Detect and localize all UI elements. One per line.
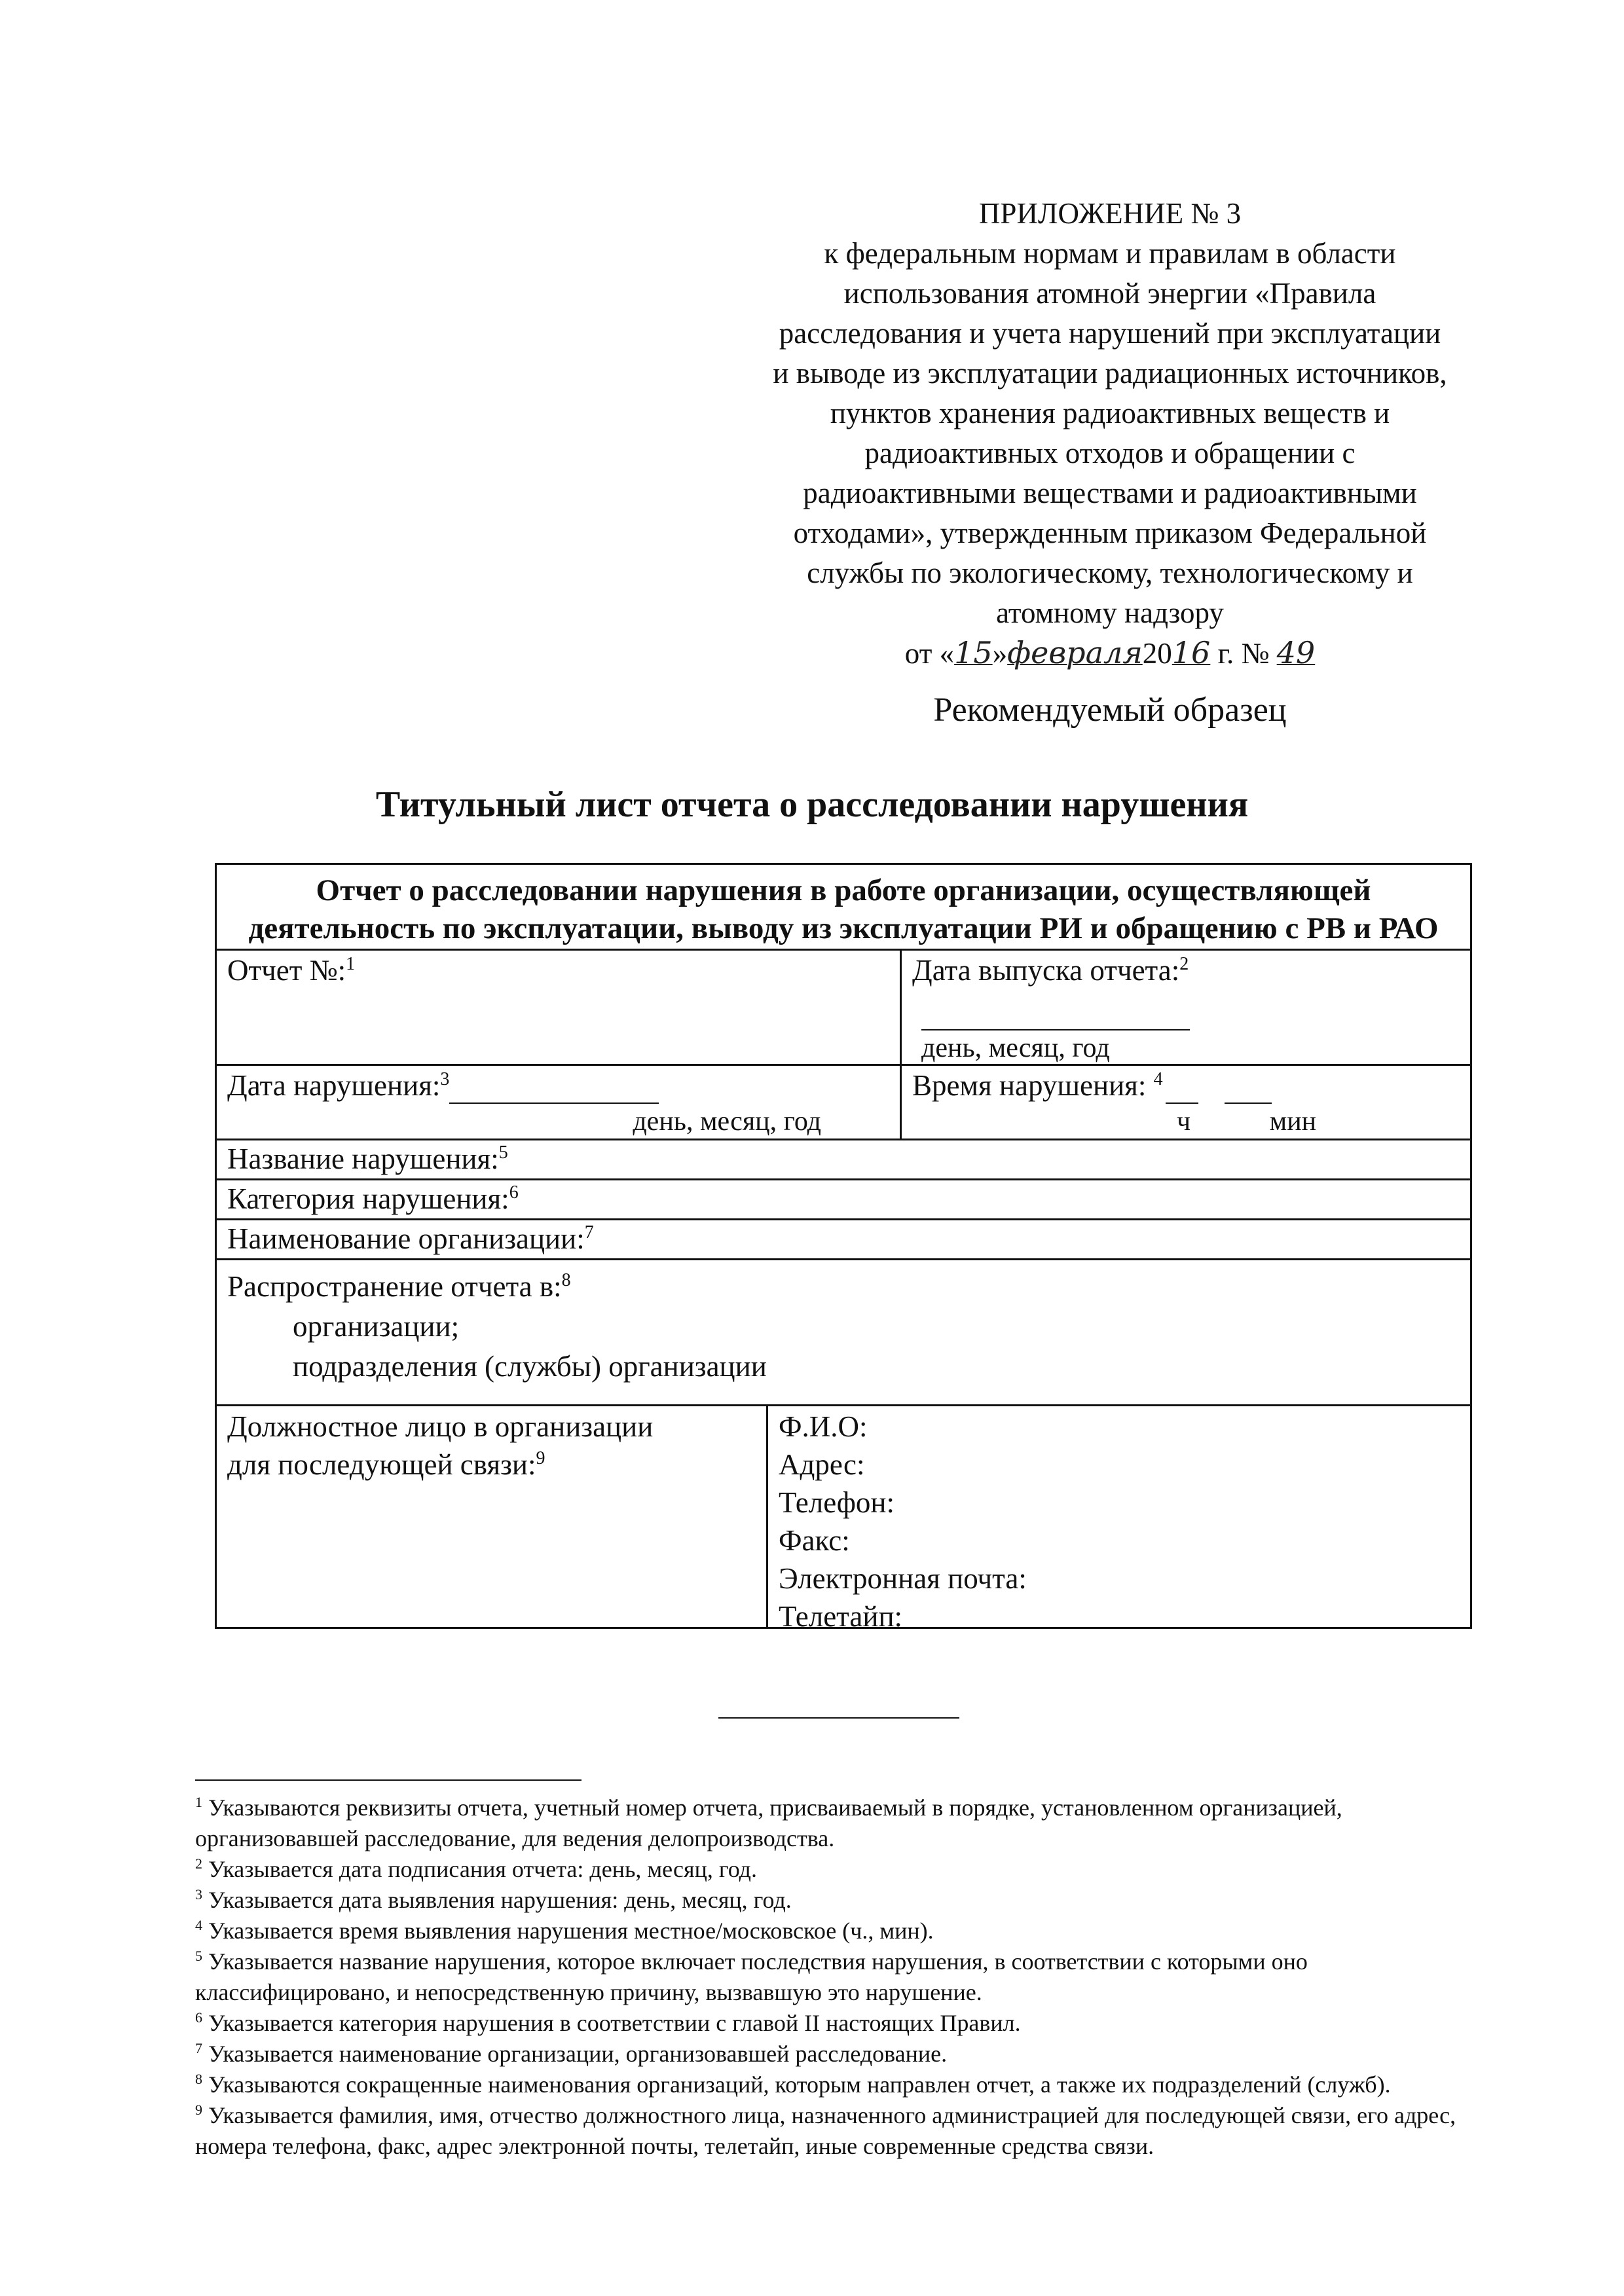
form-header: Отчет о расследовании нарушения в работе организации, осуществляющей деятельность по эксплуатации, выводу из эксплуатации РИ и обращению с РВ и РАО <box>248 873 1439 945</box>
report-number-row <box>217 949 1470 1064</box>
footnote-number: 6 <box>195 2009 202 2026</box>
footnote-text: Указываются сокращенные наименования организаций, которым направлен отчет, а также их подразделений (служб). <box>202 2071 1391 2098</box>
order-date-line <box>727 633 1493 674</box>
appendix-line: к федеральным нормам и правилам в области <box>824 237 1396 270</box>
sample-label: Рекомендуемый образец <box>933 691 1287 729</box>
appendix-line: расследования и учета нарушений при эксплуатации <box>779 317 1441 350</box>
footnote-ref: 6 <box>509 1182 519 1203</box>
order-month-handwritten: февраля <box>1007 635 1143 670</box>
contact-field-teletype: Телетайп: <box>779 1600 903 1633</box>
violation-category-row <box>217 1178 1470 1218</box>
appendix-line: отходами», утвержденным приказом Федеральной <box>793 517 1427 549</box>
footnote-text: Указывается дата выявления нарушения: день, месяц, год. <box>202 1887 792 1913</box>
order-year-handwritten: 16 <box>1172 635 1211 670</box>
violation-time-cell <box>902 1066 1470 1139</box>
organization-name-row <box>217 1218 1470 1258</box>
footnote-number: 9 <box>195 2102 202 2118</box>
footnote-number: 4 <box>195 1917 202 1933</box>
order-quote-close: » <box>992 637 1008 670</box>
form-header-row <box>217 865 1470 949</box>
appendix-line: радиоактивными веществами и радиоактивными <box>803 477 1417 509</box>
organization-name-label: Наименование организации: <box>227 1222 585 1255</box>
issue-date-cell <box>902 951 1470 1064</box>
footnote <box>195 2008 1492 2039</box>
footnote-text: Указывается категория нарушения в соответствии с главой II настоящих Правил. <box>202 2010 1021 2036</box>
footnote-number: 7 <box>195 2040 202 2056</box>
hours-unit: ч <box>1177 1106 1191 1137</box>
footnote-text: Указывается дата подписания отчета: день, месяц, год. <box>202 1856 758 1882</box>
footnote-number: 5 <box>195 1948 202 1964</box>
appendix-line: использования атомной энергии «Правила <box>843 277 1376 310</box>
violation-date-blank-line <box>449 1068 659 1104</box>
document-title: Титульный лист отчета о расследовании нарушения <box>375 784 1249 825</box>
distribution-item: организации; <box>293 1310 460 1343</box>
contact-label-line: Должностное лицо в организации <box>227 1410 654 1443</box>
footnote-rule <box>195 1779 581 1781</box>
distribution-row <box>217 1258 1470 1404</box>
distribution-item: подразделения (службы) организации <box>293 1350 767 1383</box>
footnote <box>195 2100 1492 2162</box>
violation-time-label: Время нарушения: <box>912 1069 1154 1102</box>
violation-date-label: Дата нарушения: <box>227 1069 441 1102</box>
hours-blank-line <box>1166 1068 1198 1104</box>
footnote-ref: 8 <box>561 1270 571 1290</box>
contact-row <box>217 1404 1470 1633</box>
appendix-line: радиоактивных отходов и обращении с <box>864 437 1356 469</box>
time-units <box>1177 1106 1316 1137</box>
appendix-line: атомному надзору <box>996 596 1224 629</box>
footnote <box>195 2069 1492 2100</box>
violation-category-cell <box>217 1180 529 1218</box>
footnote <box>195 2039 1492 2069</box>
appendix-block <box>727 194 1493 674</box>
separator-rule <box>718 1717 959 1719</box>
minutes-unit: мин <box>1269 1106 1317 1137</box>
order-prefix: от « <box>904 637 955 670</box>
report-title-form <box>215 863 1472 1633</box>
footnote <box>195 1946 1492 2008</box>
footnote-text: Указывается название нарушения, которое включает последствия нарушения, в соответствии с которыми оно классифицировано, и непосредственную причину, вызвавшую это нарушение. <box>195 1948 1308 2005</box>
distribution-label: Распространение отчета в: <box>227 1270 562 1303</box>
footnotes <box>195 1793 1492 2162</box>
footnote-number: 1 <box>195 1794 202 1810</box>
footnote-ref: 9 <box>536 1448 545 1468</box>
footnote-ref: 2 <box>1179 954 1189 974</box>
distribution-cell <box>217 1260 1470 1404</box>
organization-name-cell <box>217 1220 604 1258</box>
footnote <box>195 1854 1492 1885</box>
order-year-prefix: 20 <box>1142 637 1172 670</box>
contact-fields-cell <box>768 1406 1470 1633</box>
issue-date-label: Дата выпуска отчета: <box>912 954 1180 987</box>
footnote-text: Указываются реквизиты отчета, учетный номер отчета, присваиваемый в порядке, установленном организацией, организовавшей расследование, для ведения делопроизводства. <box>195 1795 1342 1851</box>
violation-name-row <box>217 1139 1470 1178</box>
footnote-ref: 4 <box>1153 1069 1163 1089</box>
report-number-cell <box>217 951 902 1064</box>
contact-field-address: Адрес: <box>779 1448 865 1481</box>
footnote-number: 3 <box>195 1886 202 1903</box>
footnote-ref: 3 <box>440 1069 450 1089</box>
issue-date-blank-line <box>921 1029 1190 1030</box>
report-number-label: Отчет №: <box>227 954 346 987</box>
contact-field-fio: Ф.И.О: <box>779 1410 868 1443</box>
footnote-number: 2 <box>195 1855 202 1872</box>
violation-date-time-row <box>217 1064 1470 1139</box>
footnote <box>195 1793 1492 1854</box>
appendix-line: и выводе из эксплуатации радиационных источников, <box>773 357 1447 390</box>
contact-official-cell <box>217 1406 768 1627</box>
appendix-heading: ПРИЛОЖЕНИЕ № 3 <box>978 197 1242 230</box>
footnote-ref: 5 <box>498 1142 508 1163</box>
violation-name-label: Название нарушения: <box>227 1142 499 1175</box>
appendix-line: пунктов хранения радиоактивных веществ и <box>830 397 1390 429</box>
appendix-line: службы по экологическому, технологическому и <box>807 556 1413 589</box>
violation-date-hint: день, месяц, год <box>633 1106 821 1137</box>
violation-date-cell <box>217 1066 902 1139</box>
violation-name-cell <box>217 1140 519 1178</box>
footnote-ref: 1 <box>346 954 356 974</box>
order-year-word: г. № <box>1210 637 1277 670</box>
footnote-ref: 7 <box>584 1222 594 1243</box>
contact-field-email: Электронная почта: <box>779 1562 1027 1595</box>
footnote <box>195 1885 1492 1916</box>
contact-label-line: для последующей связи: <box>227 1448 536 1481</box>
contact-field-fax: Факс: <box>779 1524 850 1557</box>
contact-field-phone: Телефон: <box>779 1486 895 1519</box>
order-day-handwritten: 15 <box>954 635 993 670</box>
footnote-text: Указывается время выявления нарушения местное/московское (ч., мин). <box>202 1918 934 1944</box>
violation-category-label: Категория нарушения: <box>227 1182 509 1215</box>
footnote-text: Указывается фамилия, имя, отчество должностного лица, назначенного администрацией для последующей связи, его адрес, номера телефона, факс, адрес электронной почты, телетайп, иные современные средства связи. <box>195 2102 1456 2159</box>
footnote <box>195 1916 1492 1946</box>
footnote-text: Указывается наименование организации, организовавшей расследование. <box>202 2041 948 2067</box>
minutes-blank-line <box>1225 1068 1272 1104</box>
footnote-number: 8 <box>195 2071 202 2087</box>
order-number-handwritten: 49 <box>1276 635 1316 670</box>
issue-date-hint: день, месяц, год <box>921 1033 1110 1063</box>
